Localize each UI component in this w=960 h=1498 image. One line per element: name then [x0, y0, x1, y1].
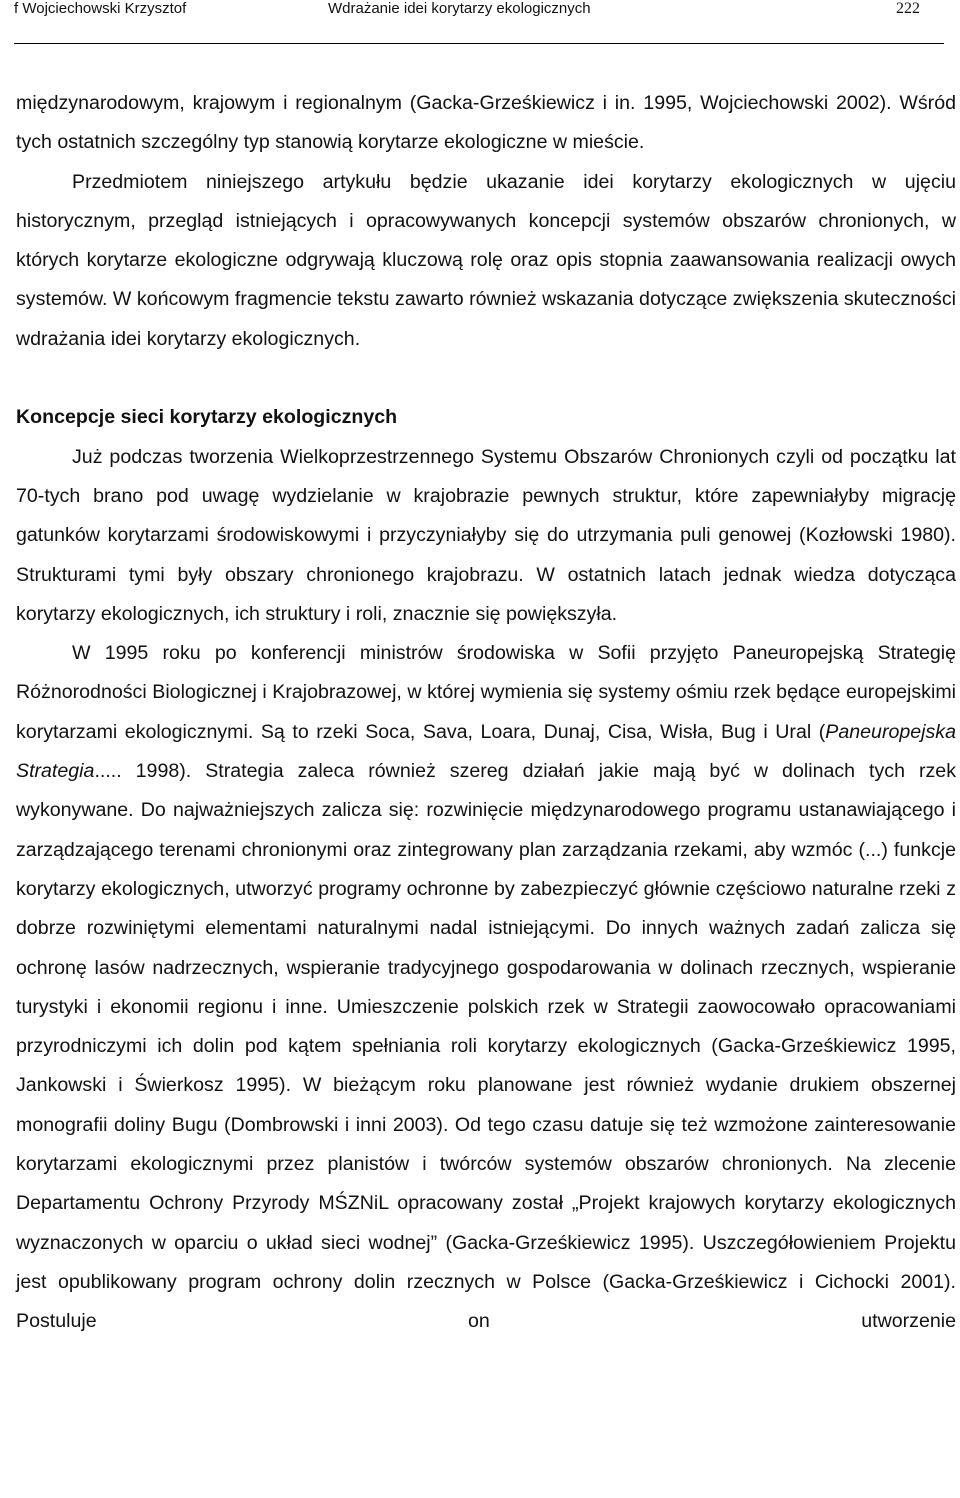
header-rule [14, 43, 944, 44]
page-header [0, 0, 960, 44]
header-author: f Wojciechowski Krzysztof [14, 0, 187, 17]
paragraph-text: ..... 1998). Strategia zaleca również szereg działań jakie mają być w dolinach tych rzek wykonywane. Do najważniejszych zalicza się: rozwinięcie międzynarodowego programu ustanawiającego i zarządzającego terenami chronionymi oraz zintegrowany plan zarządzania rzekami, aby wzmóc (...) funkcje korytarzy ekologicznych, utworzyć programy ochronne by zabezpieczyć głównie częściowo naturalne rzeki z dobrze rozwiniętymi elementami naturalnymi nadal istniejącymi. Do innych ważnych zadań zalicza się ochronę lasów nadrzecznych, wspieranie tradycyjnego gospodarowania w dolinach rzecznych, wspieranie turystyki i ekonomii regionu i inne. Umieszczenie polskich rzek w Strategii zaowocowało opracowaniami przyrodniczymi ich dolin pod kątem spełniania roli korytarzy ekologicznych (Gacka-Grześkiewicz 1995, Jankowski i Świerkosz 1995). W bieżącym roku planowane jest również wydanie drukiem obszernej monografii doliny Bugu (Dombrowski i inni 2003). Od tego czasu datuje się też wzmożone zainteresowanie korytarzami ekologicznymi przez planistów i twórców systemów obszarów chronionych. Na zlecenie Departamentu Ochrony Przyrody MŚZNiL opracowany został „Projekt krajowych korytarzy ekologicznych wyznaczonych w oparciu o układ sieci wodnej” (Gacka-Grześkiewicz 1995). Uszczegółowieniem Projektu jest opublikowany program ochrony dolin rzecznych w Polsce (Gacka-Grześkiewicz i Cichocki 2001). Postuluje on utworzenie [16, 760, 956, 1333]
page-number: 222 [896, 0, 920, 17]
section-heading: Koncepcje sieci korytarzy ekologicznych [16, 406, 398, 429]
section-paragraph-1: Już podczas tworzenia Wielkoprzestrzennego Systemu Obszarów Chronionych czyli od początku lat 70-tych brano pod uwagę wydzielanie w krajobrazie pewnych struktur, które zapewniałyby migrację gatunków korytarzami środowiskowymi i przyczyniałyby się do utrzymania puli genowej (Kozłowski 1980). Strukturami tymi były obszary chronionego krajobrazu. W ostatnich latach jednak wiedza dotycząca korytarzy ekologicznych, ich struktury i roli, znacznie się powiększyła. [16, 445, 956, 625]
italic-title: Paneuropejska Strategia [16, 720, 956, 783]
intro-paragraph-2: Przedmiotem niniejszego artykułu będzie ukazanie idei korytarzy ekologicznych w ujęciu historycznym, przegląd istniejących i opracowywanych koncepcji systemów obszarów chronionych, w których korytarze ekologiczne odgrywają kluczową rolę oraz opis stopnia zaawansowania realizacji owych systemów. W końcowym fragmencie tekstu zawarto również wskazania dotyczące zwiększenia skuteczności wdrażania idei korytarzy ekologicznych. [16, 170, 956, 350]
section-spacer [16, 359, 956, 398]
header-title: Wdrażanie idei korytarzy ekologicznych [328, 0, 591, 17]
document-body [16, 84, 956, 1342]
section-paragraph-2 [16, 634, 956, 1341]
paragraph-text: W 1995 roku po konferencji ministrów środowiska w Sofii przyjęto Paneuropejską Strategię Różnorodności Biologicznej i Krajobrazowej, w której wymienia się systemy ośmiu rzek będące europejskimi korytarzami ekologicznymi. Są to rzeki Soca, Sava, Loara, Dunaj, Cisa, Wisła, Bug i Ural ( [16, 642, 956, 743]
intro-paragraph-1: międzynarodowym, krajowym i regionalnym (Gacka-Grześkiewicz i in. 1995, Wojciechowski 2002). Wśród tych ostatnich szczególny typ stanowią korytarze ekologiczne w mieście. [16, 92, 956, 154]
